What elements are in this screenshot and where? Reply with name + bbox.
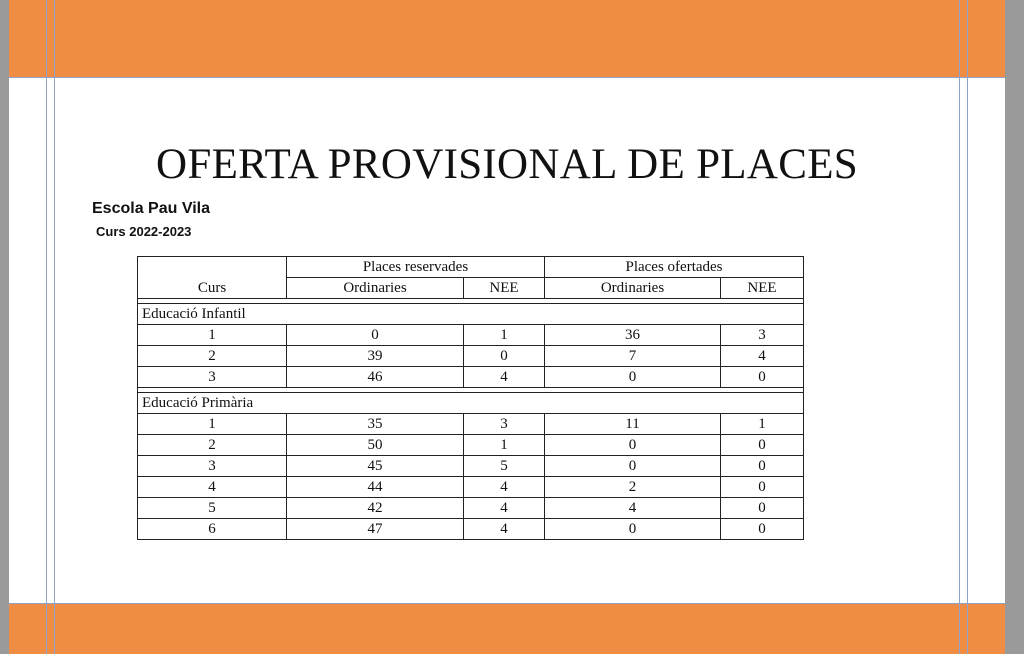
section-header-row <box>138 304 804 325</box>
cell-offered-nee: 0 <box>721 456 804 477</box>
cell-reserved-ordinaries: 44 <box>287 477 464 498</box>
table-header-row <box>138 257 804 278</box>
header-reserved-ordinaries: Ordinaries <box>287 278 464 299</box>
cell-offered-ordinaries: 4 <box>545 498 721 519</box>
cell-curs: 1 <box>138 414 287 435</box>
course-year: Curs 2022-2023 <box>96 224 192 239</box>
margin-guide-top <box>9 77 1005 78</box>
margin-guide-left-inner <box>54 0 55 654</box>
cell-offered-nee: 0 <box>721 477 804 498</box>
cell-offered-ordinaries: 7 <box>545 346 721 367</box>
cell-curs: 3 <box>138 456 287 477</box>
cell-offered-nee: 1 <box>721 414 804 435</box>
table-body <box>138 299 804 540</box>
table-subheader-row <box>138 278 804 299</box>
table-row <box>138 325 804 346</box>
header-curs: Curs <box>138 278 287 299</box>
cell-offered-ordinaries: 0 <box>545 435 721 456</box>
section-header-row <box>138 393 804 414</box>
margin-guide-right-inner <box>959 0 960 654</box>
cell-curs: 2 <box>138 435 287 456</box>
cell-reserved-ordinaries: 0 <box>287 325 464 346</box>
places-table <box>137 256 804 540</box>
header-band <box>9 0 1005 77</box>
cell-reserved-nee: 4 <box>464 519 545 540</box>
cell-reserved-ordinaries: 39 <box>287 346 464 367</box>
cell-reserved-nee: 4 <box>464 498 545 519</box>
cell-curs: 2 <box>138 346 287 367</box>
cell-offered-nee: 3 <box>721 325 804 346</box>
cell-offered-ordinaries: 0 <box>545 456 721 477</box>
cell-offered-ordinaries: 36 <box>545 325 721 346</box>
section-title: Educació Infantil <box>138 304 804 325</box>
cell-curs: 4 <box>138 477 287 498</box>
footer-band <box>9 604 1005 654</box>
cell-reserved-nee: 4 <box>464 477 545 498</box>
cell-curs: 5 <box>138 498 287 519</box>
table-row <box>138 414 804 435</box>
cell-reserved-nee: 0 <box>464 346 545 367</box>
header-reserved-nee: NEE <box>464 278 545 299</box>
header-cell-empty <box>138 257 287 278</box>
margin-guide-bottom <box>9 603 1005 604</box>
header-offered-nee: NEE <box>721 278 804 299</box>
table-row <box>138 456 804 477</box>
cell-reserved-ordinaries: 35 <box>287 414 464 435</box>
table-row <box>138 435 804 456</box>
cell-offered-ordinaries: 2 <box>545 477 721 498</box>
cell-curs: 6 <box>138 519 287 540</box>
cell-reserved-nee: 4 <box>464 367 545 388</box>
table-row <box>138 367 804 388</box>
cell-curs: 3 <box>138 367 287 388</box>
cell-offered-ordinaries: 0 <box>545 367 721 388</box>
table-row <box>138 519 804 540</box>
table-row <box>138 477 804 498</box>
cell-reserved-nee: 1 <box>464 435 545 456</box>
cell-offered-ordinaries: 11 <box>545 414 721 435</box>
cell-offered-ordinaries: 0 <box>545 519 721 540</box>
header-places-ofertades: Places ofertades <box>545 257 804 278</box>
header-offered-ordinaries: Ordinaries <box>545 278 721 299</box>
cell-offered-nee: 4 <box>721 346 804 367</box>
table-row <box>138 346 804 367</box>
cell-curs: 1 <box>138 325 287 346</box>
page-title: OFERTA PROVISIONAL DE PLACES <box>156 141 858 188</box>
school-name: Escola Pau Vila <box>92 200 210 217</box>
cell-reserved-nee: 5 <box>464 456 545 477</box>
cell-reserved-ordinaries: 46 <box>287 367 464 388</box>
cell-reserved-ordinaries: 47 <box>287 519 464 540</box>
cell-reserved-ordinaries: 50 <box>287 435 464 456</box>
cell-reserved-nee: 1 <box>464 325 545 346</box>
cell-reserved-nee: 3 <box>464 414 545 435</box>
header-places-reservades: Places reservades <box>287 257 545 278</box>
cell-offered-nee: 0 <box>721 519 804 540</box>
cell-offered-nee: 0 <box>721 367 804 388</box>
cell-offered-nee: 0 <box>721 498 804 519</box>
margin-guide-left-outer <box>46 0 47 654</box>
section-title: Educació Primària <box>138 393 804 414</box>
cell-reserved-ordinaries: 42 <box>287 498 464 519</box>
table-row <box>138 498 804 519</box>
cell-offered-nee: 0 <box>721 435 804 456</box>
margin-guide-right-outer <box>967 0 968 654</box>
cell-reserved-ordinaries: 45 <box>287 456 464 477</box>
